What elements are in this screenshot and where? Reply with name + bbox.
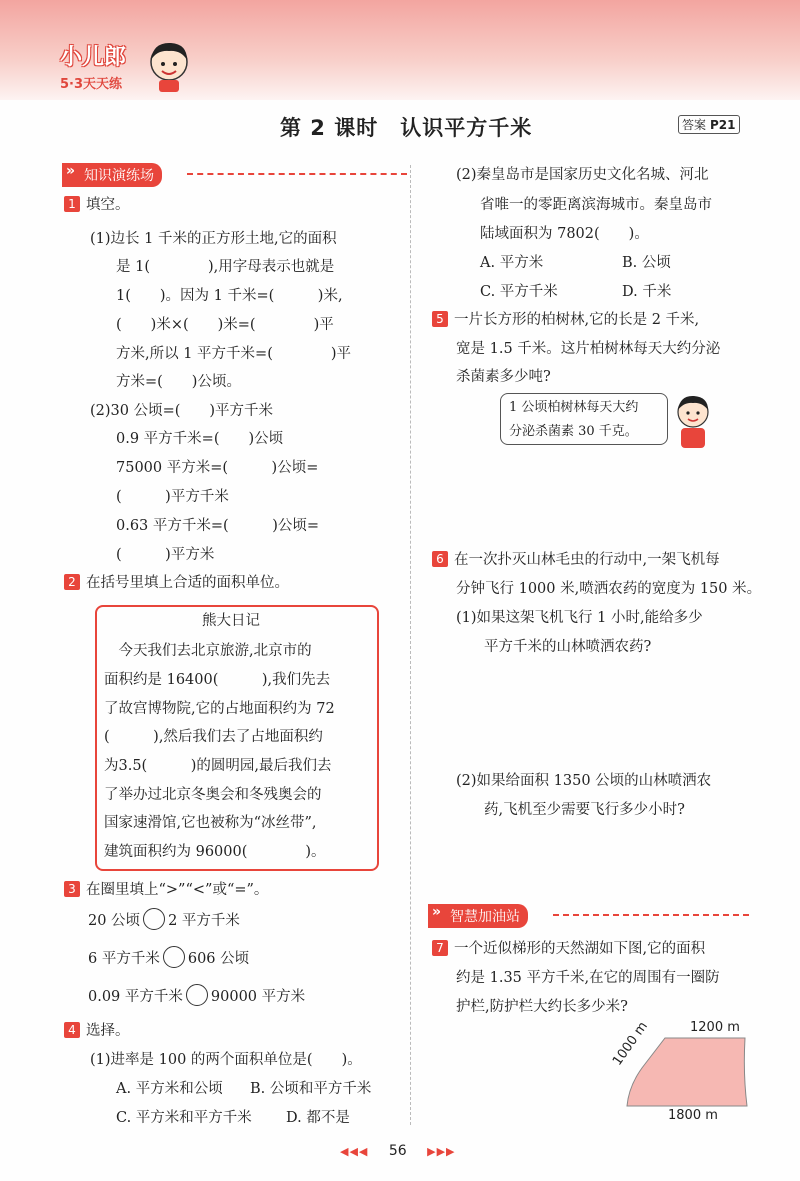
page-footer	[340, 1143, 456, 1159]
lake-side-label: 1000 m	[610, 1019, 651, 1069]
q4-option[interactable]: C. 平方千米	[480, 284, 558, 300]
q7-number: 7	[432, 940, 448, 956]
q6-number: 6	[432, 551, 448, 567]
compare-right: 90000 平方米	[210, 989, 306, 1005]
q4-stem-text: 选择。	[86, 1023, 130, 1039]
q4-option[interactable]: C. 平方米和平方千米	[116, 1110, 252, 1126]
lake-bottom-label: 1800 m	[668, 1108, 718, 1123]
logo-line2: 5·3天天练	[60, 77, 123, 92]
q6-line	[432, 545, 720, 575]
answer-page: P21	[710, 118, 736, 132]
lake-top-label: 1200 m	[690, 1020, 740, 1035]
compare-left: 6 平方千米	[88, 951, 160, 967]
q3-stem	[64, 875, 268, 905]
compare-circle[interactable]	[163, 946, 185, 968]
compare-right: 2 平方千米	[168, 913, 240, 929]
diary-line: 了故宫博物院,它的占地面积约为 72	[104, 701, 335, 717]
section-dash-line	[187, 173, 407, 175]
q3-compare-row	[88, 944, 249, 974]
q5-line: 宽是 1.5 千米。这片柏树林每天大约分泌	[456, 341, 721, 357]
q1-line: 1( )。因为 1 千米=( )米,	[116, 288, 343, 304]
q7-text: 一个近似梯形的天然湖如下图,它的面积	[454, 941, 706, 957]
diary-line: ( ),然后我们去了占地面积约	[104, 729, 323, 745]
q5-line	[432, 305, 699, 335]
q4-part2-line: 陆域面积为 7802( )。	[480, 226, 649, 242]
q7-line: 约是 1.35 平方千米,在它的周围有一圈防	[456, 970, 720, 986]
q6-part2-line: (2)如果给面积 1350 公顷的山林喷洒农	[456, 773, 712, 789]
logo-line1: 小儿郎	[60, 45, 127, 70]
q1-line: ( )米×( )米=( )平	[116, 317, 334, 333]
column-divider	[410, 165, 411, 1125]
q6-part2-line: 药,飞机至少需要飞行多少小时?	[484, 802, 685, 818]
q1-line: 75000 平方米=( )公顷=	[116, 460, 319, 476]
q1-line: 方米,所以 1 平方千米=( )平	[116, 346, 352, 362]
q5-number: 5	[432, 311, 448, 327]
diary-title: 熊大日记	[202, 613, 260, 629]
q2-number: 2	[64, 574, 80, 590]
q4-option[interactable]: D. 千米	[622, 284, 672, 300]
q4-option[interactable]: B. 公顷	[622, 255, 671, 271]
diary-line: 国家速滑馆,它也被称为“冰丝带”,	[104, 815, 317, 831]
section-dash-line	[553, 914, 749, 916]
compare-left: 20 公顷	[88, 913, 141, 929]
q2-stem-text: 在括号里填上合适的面积单位。	[86, 575, 289, 591]
q5-text: 一片长方形的柏树林,它的长是 2 千米,	[454, 312, 700, 328]
q7-line: 护栏,防护栏大约长多少米?	[456, 999, 628, 1015]
kid-character-icon	[672, 392, 714, 452]
q7-line	[432, 934, 705, 964]
q4-option[interactable]: B. 公顷和平方千米	[250, 1081, 372, 1097]
next-arrows-icon: ▶▶▶	[427, 1145, 456, 1158]
compare-right: 606 公顷	[187, 951, 250, 967]
prev-arrows-icon: ◀◀◀	[340, 1145, 369, 1158]
q5-line: 杀菌素多少吨?	[456, 369, 551, 385]
q1-line: (1)边长 1 千米的正方形土地,它的面积	[90, 231, 337, 247]
q1-line: ( )平方米	[116, 547, 215, 563]
compare-circle[interactable]	[143, 908, 165, 930]
q1-line: (2)30 公顷=( )平方千米	[90, 403, 274, 419]
section-advanced-header	[428, 904, 750, 926]
q1-stem-text: 填空。	[86, 197, 130, 213]
q6-line: 分钟飞行 1000 米,喷洒农药的宽度为 150 米。	[456, 581, 762, 597]
hint-line: 分泌杀菌素 30 千克。	[509, 424, 638, 439]
q1-line: 是 1( ),用字母表示也就是	[116, 259, 335, 275]
q4-stem	[64, 1016, 130, 1046]
q1-stem	[64, 190, 130, 220]
section-practice-header	[62, 163, 407, 185]
q6-part1-line: (1)如果这架飞机飞行 1 小时,能给多少	[456, 610, 703, 626]
brand-logo	[60, 40, 126, 92]
q3-stem-text: 在圈里填上“>”“<”或“=”。	[86, 882, 269, 898]
q1-line: ( )平方千米	[116, 489, 229, 505]
compare-circle[interactable]	[186, 984, 208, 1006]
q4-part1: (1)进率是 100 的两个面积单位是( )。	[90, 1052, 362, 1068]
diary-line: 了举办过北京冬奥会和冬残奥会的	[104, 787, 322, 803]
diary-line: 面积约是 16400( ),我们先去	[104, 672, 331, 688]
q3-compare-row	[88, 906, 240, 936]
q4-number: 4	[64, 1022, 80, 1038]
q1-line: 0.63 平方千米=( )公顷=	[116, 518, 320, 534]
compare-left: 0.09 平方千米	[88, 989, 183, 1005]
q1-line: 0.9 平方千米=( )公顷	[116, 431, 284, 447]
q6-part1-line: 平方千米的山林喷洒农药?	[484, 639, 652, 655]
q1-number: 1	[64, 196, 80, 212]
q2-stem	[64, 568, 289, 598]
diary-line: 今天我们去北京旅游,北京市的	[104, 643, 312, 659]
hint-bubble	[500, 393, 668, 445]
q3-compare-row	[88, 982, 305, 1012]
hint-line: 1 公顷柏树林每天大约	[509, 400, 639, 415]
mascot-boy-icon	[145, 38, 193, 94]
q4-option[interactable]: D. 都不是	[286, 1110, 350, 1126]
page-number: 56	[388, 1143, 407, 1159]
answer-reference	[678, 115, 740, 134]
q4-option[interactable]: A. 平方米和公顷	[116, 1081, 223, 1097]
q4-option[interactable]: A. 平方米	[480, 255, 544, 271]
answer-label: 答案	[682, 118, 707, 132]
q1-line: 方米=( )公顷。	[116, 374, 241, 390]
q6-text: 在一次扑灭山林毛虫的行动中,一架飞机每	[454, 552, 720, 568]
section-advanced-label: » 智慧加油站	[428, 904, 528, 928]
diary-line: 为3.5( )的圆明园,最后我们去	[104, 758, 332, 774]
q3-number: 3	[64, 881, 80, 897]
q4-part2-line: 省唯一的零距离滨海城市。秦皇岛市	[480, 197, 712, 213]
diary-line: 建筑面积约为 96000( )。	[104, 844, 326, 860]
page-title: 第 2 课时 认识平方千米	[280, 116, 533, 140]
section-practice-label: » 知识演练场	[62, 163, 162, 187]
q4-part2-line: (2)秦皇岛市是国家历史文化名城、河北	[456, 167, 709, 183]
